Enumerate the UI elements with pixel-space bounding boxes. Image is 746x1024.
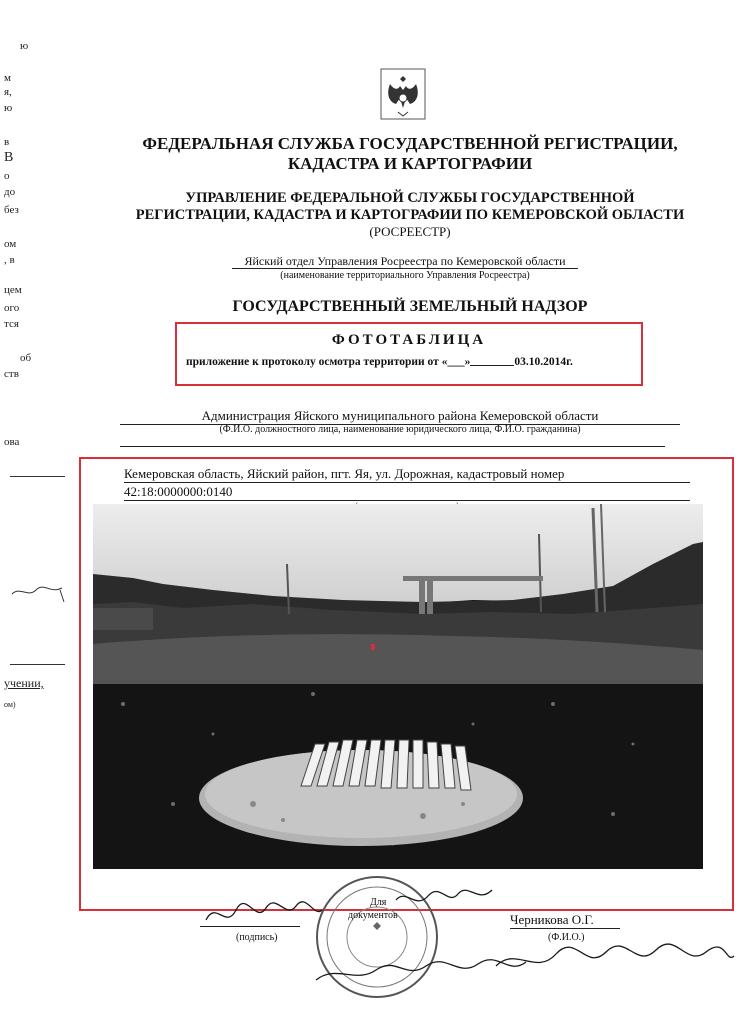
site-photo-drawing — [93, 504, 703, 869]
margin-rule — [10, 476, 65, 477]
margin-fragment: я, — [4, 86, 12, 98]
name-caption: (Ф.И.О.) — [548, 932, 585, 943]
department-title: УПРАВЛЕНИЕ ФЕДЕРАЛЬНОЙ СЛУЖБЫ ГОСУДАРСТВЕННОЙ РЕГИСТРАЦИИ, КАДАСТРА И КАРТОГРАФИИ ПО КЕМЕРОВСКОЙ ОБЛАСТИ — [135, 190, 685, 223]
territorial-office — [212, 254, 598, 269]
margin-fragment: об — [20, 352, 32, 364]
official-caption: (Ф.И.О. должностного лица, наименование юридического лица, Ф.И.О. гражданина) — [219, 424, 581, 435]
margin-fragment: м — [4, 72, 11, 84]
agency-title: ФЕДЕРАЛЬНАЯ СЛУЖБА ГОСУДАРСТВЕННОЙ РЕГИСТРАЦИИ, КАДАСТРА И КАРТОГРАФИИ — [142, 134, 678, 173]
site-photo — [93, 504, 703, 869]
official-name: Администрация Яйского муниципального района Кемеровской области — [120, 408, 680, 425]
subtitle-prefix: приложение к протоколу осмотра территории от « — [186, 356, 448, 368]
margin-fragment: В — [4, 150, 14, 165]
signer-name: Черникова О.Г. — [510, 912, 620, 929]
margin-fragment: ом) — [4, 700, 16, 709]
margin-fragment: до — [4, 186, 16, 198]
margin-fragment: , в — [4, 254, 15, 266]
signature-caption: (подпись) — [236, 932, 278, 943]
territorial-office-name: Яйский отдел Управления Росреестра по Кемеровской области — [232, 254, 577, 269]
margin-fragment: ом — [4, 238, 17, 250]
margin-fragment: учении, — [4, 676, 44, 690]
stamp-text-2: документов — [348, 910, 398, 921]
blank-line — [120, 446, 665, 447]
margin-fragment: ю — [4, 102, 13, 114]
margin-fragment: ств — [4, 368, 19, 380]
coat-of-arms-emblem — [380, 68, 426, 120]
margin-fragment: без — [4, 204, 19, 216]
phototable-subtitle — [186, 356, 573, 368]
handwritten-signatures — [196, 880, 736, 990]
margin-fragment: цем — [4, 284, 22, 296]
margin-fragment: тся — [4, 318, 19, 330]
margin-fragment: ого — [4, 302, 20, 314]
margin-fragment: ова — [4, 436, 20, 448]
address-line-1: Кемеровская область, Яйский район, пгт. Яя, ул. Дорожная, кадастровый номер — [124, 466, 690, 483]
subtitle-blank — [470, 365, 514, 366]
margin-scribble — [10, 580, 70, 604]
stamp-text-1: Для — [370, 897, 387, 908]
margin-fragment: в — [4, 136, 10, 148]
subtitle-date: 03.10.2014г. — [514, 356, 573, 368]
subtitle-day: ___ — [447, 356, 465, 368]
margin-fragment: о — [4, 170, 10, 182]
margin-rule — [10, 664, 65, 665]
phototable-title: ФОТОТАБЛИЦА — [331, 332, 487, 348]
subtitle-mid: » — [464, 356, 471, 368]
department-abbr: (РОСРЕЕСТР) — [369, 224, 451, 239]
margin-fragment: ю — [20, 40, 29, 52]
territorial-office-caption: (наименование территориального Управления Росреестра) — [280, 270, 530, 281]
supervision-title: ГОСУДАРСТВЕННЫЙ ЗЕМЕЛЬНЫЙ НАДЗОР — [232, 298, 588, 315]
address-line-2: 42:18:0000000:0140 — [124, 484, 690, 501]
